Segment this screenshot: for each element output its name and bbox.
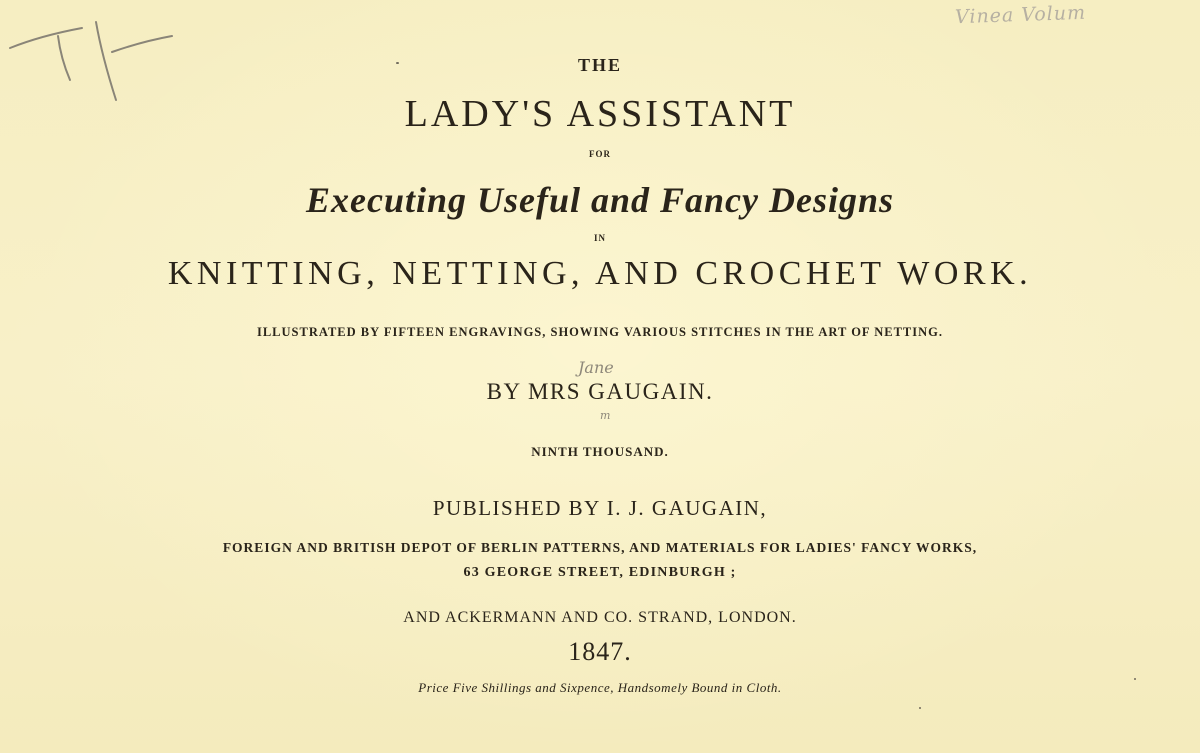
address-line: 63 GEORGE STREET, EDINBURGH ; — [463, 565, 737, 580]
title-article: THE — [577, 55, 622, 75]
connector-for: FOR — [589, 149, 611, 159]
pencil-note-m: m — [600, 409, 611, 422]
author-line: BY MRS GAUGAIN. — [486, 379, 714, 404]
publication-year: 1847. — [568, 637, 632, 666]
ink-speck — [1134, 678, 1136, 680]
pencil-note-jane: Jane — [578, 358, 614, 377]
book-title: LADY'S ASSISTANT — [404, 93, 796, 135]
crafts-heading: KNITTING, NETTING, AND CROCHET WORK. — [167, 255, 1033, 292]
ink-speck — [919, 707, 921, 709]
price-line: Price Five Shillings and Sixpence, Handsomely Bound in Cloth. — [418, 680, 782, 695]
edition-line: NINTH THOUSAND. — [531, 444, 669, 459]
connector-in: IN — [593, 233, 606, 243]
london-agent-line: AND ACKERMANN AND CO. STRAND, LONDON. — [403, 609, 797, 626]
book-subtitle: Executing Useful and Fancy Designs — [305, 180, 895, 220]
publisher-line: PUBLISHED BY I. J. GAUGAIN, — [432, 496, 768, 520]
pencil-note-top-right: Vinea Volum — [954, 1, 1087, 29]
illustration-note: ILLUSTRATED BY FIFTEEN ENGRAVINGS, SHOWING VARIOUS STITCHES IN THE ART OF NETTING. — [256, 325, 943, 339]
depot-line: FOREIGN AND BRITISH DEPOT OF BERLIN PATTERNS, AND MATERIALS FOR LADIES' FANCY WORKS, — [222, 540, 978, 555]
